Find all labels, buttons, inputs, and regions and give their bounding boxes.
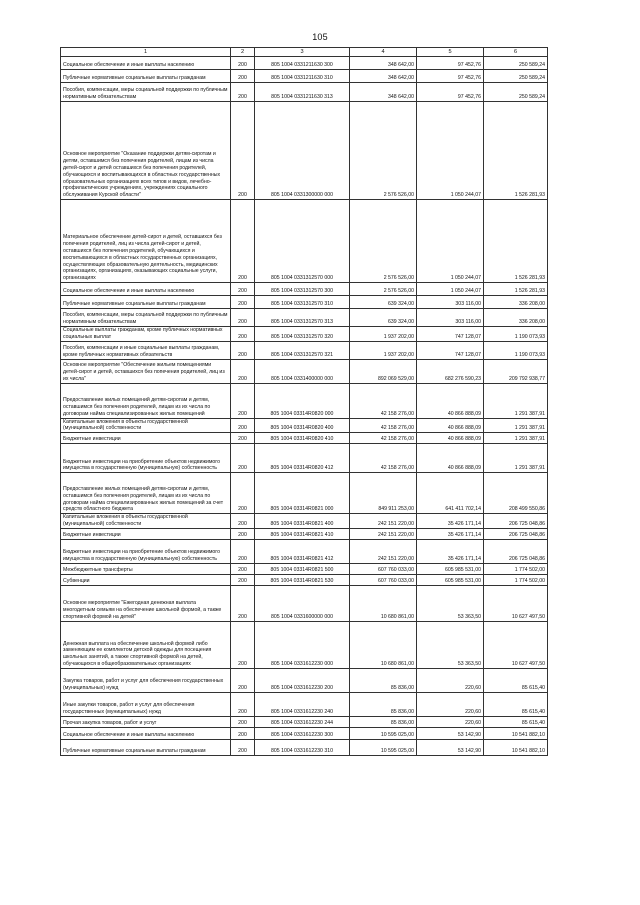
row-budget-classification-code: 805 1004 0331312570 320 (255, 327, 350, 342)
row-planned-amount: 42 158 276,00 (350, 383, 417, 418)
row-executed-amount: 53 363,50 (417, 621, 484, 668)
row-remaining-amount: 1 291 387,91 (484, 418, 548, 433)
row-line-code: 200 (231, 444, 255, 473)
table-row (61, 433, 548, 444)
row-planned-amount: 242 151 220,00 (350, 528, 417, 539)
row-description: Межбюджетные трансферты (61, 563, 231, 574)
row-line-code: 200 (231, 383, 255, 418)
row-planned-amount: 639 324,00 (350, 296, 417, 309)
row-planned-amount: 10 680 861,00 (350, 585, 417, 621)
table-row (61, 283, 548, 296)
row-line-code: 200 (231, 514, 255, 529)
row-executed-amount: 641 411 702,14 (417, 473, 484, 514)
table-row (61, 359, 548, 383)
row-budget-classification-code: 805 1004 03314R0821 412 (255, 539, 350, 563)
row-budget-classification-code: 805 1004 0331612230 310 (255, 739, 350, 755)
row-remaining-amount: 206 725 048,86 (484, 514, 548, 529)
row-budget-classification-code: 805 1004 03314R0821 400 (255, 514, 350, 529)
table-row (61, 296, 548, 309)
row-remaining-amount: 336 208,00 (484, 309, 548, 327)
table-row (61, 70, 548, 83)
column-header-2: 2 (231, 48, 255, 57)
table-row (61, 739, 548, 755)
row-remaining-amount: 1 774 502,00 (484, 574, 548, 585)
row-planned-amount: 85 836,00 (350, 716, 417, 727)
row-budget-classification-code: 805 1004 0331312570 313 (255, 309, 350, 327)
row-executed-amount: 747 128,07 (417, 341, 484, 359)
table-row (61, 539, 548, 563)
row-budget-classification-code: 805 1004 0331211630 310 (255, 70, 350, 83)
row-budget-classification-code: 805 1004 0331612230 240 (255, 692, 350, 716)
table-row (61, 327, 548, 342)
row-budget-classification-code: 805 1004 03314R0820 410 (255, 433, 350, 444)
row-description: Пособия, компенсации, меры социальной поддержки по публичным нормативным обязательствам (61, 309, 231, 327)
table-row (61, 514, 548, 529)
row-line-code: 200 (231, 473, 255, 514)
row-description: Закупка товаров, работ и услуг для обеспечения государственных (муниципальных) нужд (61, 668, 231, 692)
row-remaining-amount: 1 526 281,93 (484, 283, 548, 296)
row-remaining-amount: 206 725 048,86 (484, 528, 548, 539)
row-executed-amount: 40 866 888,09 (417, 444, 484, 473)
row-remaining-amount: 10 541 882,10 (484, 739, 548, 755)
row-remaining-amount: 85 615,40 (484, 716, 548, 727)
row-line-code: 200 (231, 692, 255, 716)
row-remaining-amount: 250 589,24 (484, 57, 548, 70)
row-description: Бюджетные инвестиции (61, 433, 231, 444)
row-line-code: 200 (231, 739, 255, 755)
row-executed-amount: 40 866 888,09 (417, 433, 484, 444)
table-row (61, 473, 548, 514)
row-remaining-amount: 336 208,00 (484, 296, 548, 309)
row-budget-classification-code: 805 1004 0331612230 244 (255, 716, 350, 727)
row-line-code: 200 (231, 433, 255, 444)
row-description: Социальные выплаты гражданам, кроме публичных нормативных социальных выплат (61, 327, 231, 342)
row-planned-amount: 639 324,00 (350, 309, 417, 327)
row-executed-amount: 53 142,90 (417, 739, 484, 755)
row-description: Публичные нормативные социальные выплаты гражданам (61, 739, 231, 755)
row-planned-amount: 348 642,00 (350, 70, 417, 83)
row-planned-amount: 2 576 526,00 (350, 283, 417, 296)
row-executed-amount: 220,60 (417, 668, 484, 692)
row-description: Основное мероприятие "Ежегодная денежная выплата многодетным семьям на обеспечение школьной формой, а также спортивной формой на детей" (61, 585, 231, 621)
table-row (61, 418, 548, 433)
row-planned-amount: 607 760 033,00 (350, 563, 417, 574)
row-description: Материальное обеспечение детей-сирот и детей, оставшихся без попечения родителей, лиц из числа детей-сирот и детей, оставшихся без попечения родителей, обучающихся и воспитывающихся в областных государственных организациях, осуществляющих образовательную деятельность, медицинских организациях, организациях, оказывающих социальные услуги, организациях (61, 200, 231, 283)
row-budget-classification-code: 805 1004 0331312570 300 (255, 283, 350, 296)
row-budget-classification-code: 805 1004 0331612230 200 (255, 668, 350, 692)
row-planned-amount: 607 760 033,00 (350, 574, 417, 585)
table-row (61, 383, 548, 418)
row-description: Капитальные вложения в объекты государственной (муниципальной) собственности (61, 418, 231, 433)
page-number: 105 (312, 32, 328, 42)
row-planned-amount: 42 158 276,00 (350, 444, 417, 473)
row-remaining-amount: 1 774 502,00 (484, 563, 548, 574)
row-budget-classification-code: 805 1004 0331312570 321 (255, 341, 350, 359)
row-executed-amount: 53 142,90 (417, 727, 484, 739)
row-executed-amount: 1 050 244,07 (417, 102, 484, 200)
row-planned-amount: 42 158 276,00 (350, 418, 417, 433)
row-line-code: 200 (231, 341, 255, 359)
row-description: Основное мероприятие "Оказание поддержки детям-сиротам и детям, оставшимся без попечения родителей, лицам из числа детей-сирот и детей оставшихся без попечения родителей, обучающихся и воспитывающихся в областных государственных образовательных организациях всех типов и видов, лечебно-профилактических учреждениях, учреждениях социального обслуживания Курской области" (61, 102, 231, 200)
row-planned-amount: 10 595 025,00 (350, 727, 417, 739)
table-row (61, 528, 548, 539)
row-executed-amount: 220,60 (417, 692, 484, 716)
row-line-code: 200 (231, 539, 255, 563)
row-line-code: 200 (231, 327, 255, 342)
table-row (61, 621, 548, 668)
row-executed-amount: 605 985 531,00 (417, 574, 484, 585)
row-line-code: 200 (231, 727, 255, 739)
row-description: Социальное обеспечение и иные выплаты населению (61, 727, 231, 739)
row-remaining-amount: 85 615,40 (484, 692, 548, 716)
row-line-code: 200 (231, 418, 255, 433)
row-description: Денежная выплата на обеспечение школьной формой либо заменяющим ее комплектом детской одежды для посещения школьных занятий, а также спортивной формой на детей, обучающихся в общеобразовательных организациях (61, 621, 231, 668)
row-budget-classification-code: 805 1004 0331300000 000 (255, 102, 350, 200)
table-row (61, 83, 548, 102)
row-planned-amount: 85 836,00 (350, 668, 417, 692)
row-budget-classification-code: 805 1004 0331312570 000 (255, 200, 350, 283)
row-remaining-amount: 10 541 882,10 (484, 727, 548, 739)
table-row (61, 668, 548, 692)
row-remaining-amount: 1 291 387,91 (484, 383, 548, 418)
row-description: Иные закупки товаров, работ и услуг для обеспечения государственных (муниципальных) нужд (61, 692, 231, 716)
row-remaining-amount: 1 291 387,91 (484, 444, 548, 473)
row-executed-amount: 53 363,50 (417, 585, 484, 621)
row-description: Пособия, компенсации и иные социальные выплаты гражданам, кроме публичных нормативных обязательств (61, 341, 231, 359)
row-remaining-amount: 208 499 550,86 (484, 473, 548, 514)
table-row (61, 716, 548, 727)
row-executed-amount: 35 426 171,14 (417, 528, 484, 539)
row-budget-classification-code: 805 1004 0331400000 000 (255, 359, 350, 383)
table-row (61, 727, 548, 739)
row-executed-amount: 605 985 531,00 (417, 563, 484, 574)
column-header-6: 6 (484, 48, 548, 57)
row-planned-amount: 10 595 025,00 (350, 739, 417, 755)
row-line-code: 200 (231, 296, 255, 309)
row-executed-amount: 35 426 171,14 (417, 539, 484, 563)
row-planned-amount: 242 151 220,00 (350, 514, 417, 529)
column-header-1: 1 (61, 48, 231, 57)
row-description: Бюджетные инвестиции (61, 528, 231, 539)
row-line-code: 200 (231, 70, 255, 83)
column-header-4: 4 (350, 48, 417, 57)
row-budget-classification-code: 805 1004 03314R0820 412 (255, 444, 350, 473)
row-description: Публичные нормативные социальные выплаты гражданам (61, 296, 231, 309)
row-remaining-amount: 209 792 938,77 (484, 359, 548, 383)
row-executed-amount: 747 128,07 (417, 327, 484, 342)
table-row (61, 585, 548, 621)
row-description: Социальное обеспечение и иные выплаты населению (61, 57, 231, 70)
row-line-code: 200 (231, 359, 255, 383)
row-planned-amount: 348 642,00 (350, 57, 417, 70)
row-description: Бюджетные инвестиции на приобретение объектов недвижимого имущества в государственную (муниципальную) собственность (61, 444, 231, 473)
row-executed-amount: 40 866 888,09 (417, 418, 484, 433)
table-row (61, 692, 548, 716)
row-budget-classification-code: 805 1004 0331600000 000 (255, 585, 350, 621)
table-row (61, 563, 548, 574)
table-row (61, 444, 548, 473)
row-budget-classification-code: 805 1004 0331312570 310 (255, 296, 350, 309)
row-budget-classification-code: 805 1004 0331211630 313 (255, 83, 350, 102)
row-planned-amount: 1 937 202,00 (350, 341, 417, 359)
row-remaining-amount: 250 589,24 (484, 70, 548, 83)
row-planned-amount: 348 642,00 (350, 83, 417, 102)
row-budget-classification-code: 805 1004 03314R0821 500 (255, 563, 350, 574)
row-planned-amount: 892 069 529,00 (350, 359, 417, 383)
table-row (61, 309, 548, 327)
row-executed-amount: 220,60 (417, 716, 484, 727)
row-description: Капитальные вложения в объекты государственной (муниципальной) собственности (61, 514, 231, 529)
column-header-3: 3 (255, 48, 350, 57)
row-planned-amount: 2 576 526,00 (350, 102, 417, 200)
row-description: Социальное обеспечение и иные выплаты населению (61, 283, 231, 296)
row-remaining-amount: 206 725 048,86 (484, 539, 548, 563)
row-budget-classification-code: 805 1004 0331211630 300 (255, 57, 350, 70)
row-planned-amount: 2 576 526,00 (350, 200, 417, 283)
table-row (61, 57, 548, 70)
row-remaining-amount: 1 190 073,93 (484, 327, 548, 342)
row-description: Бюджетные инвестиции на приобретение объектов недвижимого имущества в государственную (муниципальную) собственность (61, 539, 231, 563)
row-planned-amount: 85 836,00 (350, 692, 417, 716)
row-description: Предоставление жилых помещений детям-сиротам и детям, оставшимся без попечения родителей, лицам из их числа по договорам найма специализированных жилых помещений (61, 383, 231, 418)
budget-execution-table (60, 47, 548, 756)
row-line-code: 200 (231, 563, 255, 574)
row-budget-classification-code: 805 1004 03314R0820 000 (255, 383, 350, 418)
row-executed-amount: 97 452,76 (417, 57, 484, 70)
row-planned-amount: 42 158 276,00 (350, 433, 417, 444)
row-line-code: 200 (231, 574, 255, 585)
row-executed-amount: 1 050 244,07 (417, 200, 484, 283)
row-description: Пособия, компенсации, меры социальной поддержки по публичным нормативным обязательствам (61, 83, 231, 102)
row-line-code: 200 (231, 283, 255, 296)
row-line-code: 200 (231, 102, 255, 200)
row-remaining-amount: 1 190 073,93 (484, 341, 548, 359)
row-line-code: 200 (231, 585, 255, 621)
table-row (61, 341, 548, 359)
row-remaining-amount: 1 526 281,93 (484, 102, 548, 200)
table-row (61, 102, 548, 200)
row-line-code: 200 (231, 668, 255, 692)
row-planned-amount: 242 151 220,00 (350, 539, 417, 563)
row-description: Субвенции (61, 574, 231, 585)
row-remaining-amount: 250 589,24 (484, 83, 548, 102)
row-remaining-amount: 10 627 497,50 (484, 585, 548, 621)
row-executed-amount: 1 050 244,07 (417, 283, 484, 296)
table-header-row (61, 48, 548, 57)
row-line-code: 200 (231, 716, 255, 727)
row-budget-classification-code: 805 1004 0331612230 000 (255, 621, 350, 668)
row-budget-classification-code: 805 1004 03314R0821 530 (255, 574, 350, 585)
row-remaining-amount: 1 526 281,93 (484, 200, 548, 283)
row-line-code: 200 (231, 57, 255, 70)
row-planned-amount: 10 680 861,00 (350, 621, 417, 668)
row-description: Основное мероприятие "Обеспечение жильем помещениями детей-сирот и детей, оставшихся без попечения родителей, лиц из их числа" (61, 359, 231, 383)
row-executed-amount: 40 866 888,09 (417, 383, 484, 418)
row-executed-amount: 35 426 171,14 (417, 514, 484, 529)
row-planned-amount: 1 937 202,00 (350, 327, 417, 342)
row-budget-classification-code: 805 1004 0331612230 300 (255, 727, 350, 739)
column-header-5: 5 (417, 48, 484, 57)
row-budget-classification-code: 805 1004 03314R0821 000 (255, 473, 350, 514)
row-remaining-amount: 85 615,40 (484, 668, 548, 692)
row-description: Публичные нормативные социальные выплаты гражданам (61, 70, 231, 83)
row-executed-amount: 97 452,76 (417, 70, 484, 83)
row-description: Предоставление жилых помещений детям-сиротам и детям, оставшимся без попечения родителей, лицам из их числа по договорам найма специализированных жилых помещений за счет средств областного бюджета (61, 473, 231, 514)
row-remaining-amount: 1 291 387,91 (484, 433, 548, 444)
row-budget-classification-code: 805 1004 03314R0820 400 (255, 418, 350, 433)
table-row (61, 200, 548, 283)
row-remaining-amount: 10 627 497,50 (484, 621, 548, 668)
table-row (61, 574, 548, 585)
row-line-code: 200 (231, 309, 255, 327)
row-description: Прочая закупка товаров, работ и услуг (61, 716, 231, 727)
row-executed-amount: 303 116,00 (417, 296, 484, 309)
row-planned-amount: 849 911 253,00 (350, 473, 417, 514)
row-executed-amount: 303 116,00 (417, 309, 484, 327)
row-line-code: 200 (231, 528, 255, 539)
row-executed-amount: 97 452,76 (417, 83, 484, 102)
row-executed-amount: 682 276 590,23 (417, 359, 484, 383)
row-budget-classification-code: 805 1004 03314R0821 410 (255, 528, 350, 539)
row-line-code: 200 (231, 621, 255, 668)
row-line-code: 200 (231, 200, 255, 283)
row-line-code: 200 (231, 83, 255, 102)
